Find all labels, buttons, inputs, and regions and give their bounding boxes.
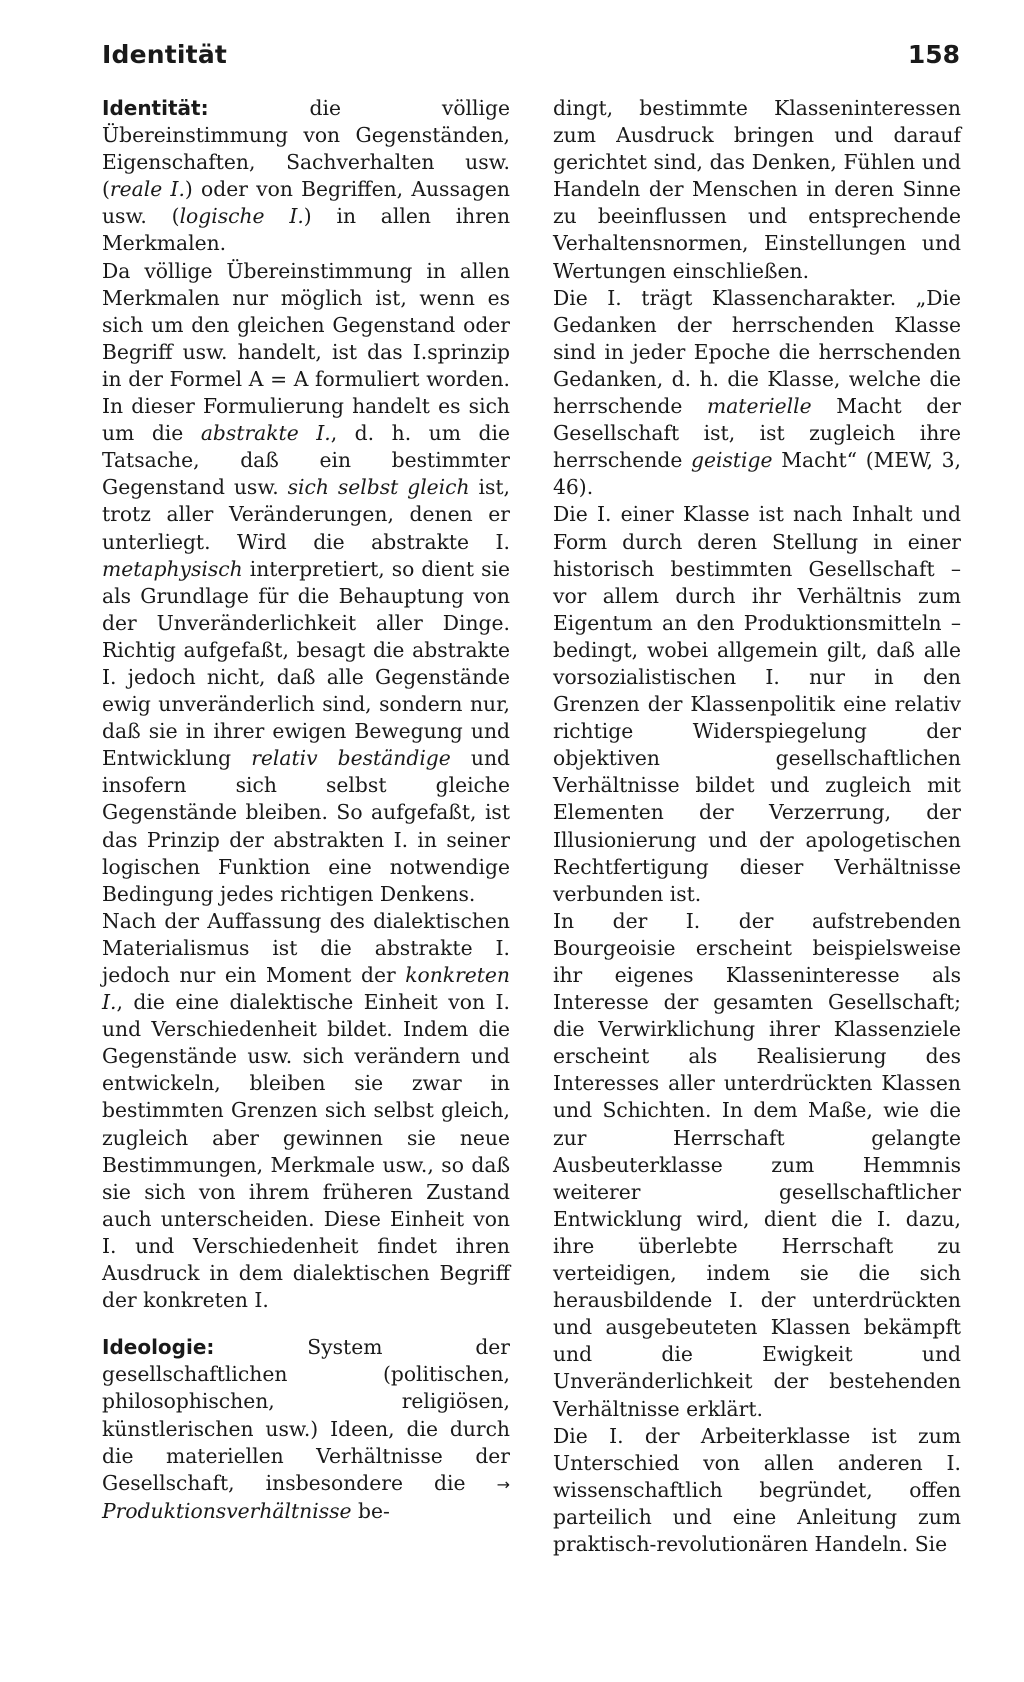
italic-term: reale I. bbox=[109, 177, 185, 202]
cross-reference-link[interactable]: Produktionsverhältnisse bbox=[102, 1498, 352, 1523]
text-run: Die I. der Arbeiterklasse ist zum Unterschied von allen anderen I. wissenschaftlich begründet, offen parteilich und eine Anleitung zum praktisch-revolutionären Handeln. Sie bbox=[553, 1423, 961, 1556]
text-run: System der gesellschaftlichen (politischen, philosophischen, religiösen, künstlerischen usw.) Ideen, die durch die materiellen Verhältnisse der Gesellschaft, insbesondere die bbox=[102, 1335, 510, 1495]
lemma-ideologie: Ideologie: bbox=[102, 1335, 215, 1360]
text-run: In der I. der aufstrebenden Bourgeoisie erscheint beispielsweise ihr eigenes Klasseninteresse als Interesse der gesamten Gesellschaft; die Verwirklichung ihrer Klassenziele erscheint als Realisierung des Interesses aller unterdrückten Klassen und Schichten. In dem Maße, wie die zur Herrschaft gelangte Ausbeuterklasse zum Hemmnis weiterer gesellschaftlicher Entwicklung wird, dient die I. dazu, ihre überlebte Herrschaft zu verteidigen, indem sie die sich herausbildende I. der unterdrückten und ausgebeuteten Klassen bekämpft und die Ewigkeit und Unveränderlichkeit der bestehenden Verhältnisse erklärt. bbox=[553, 908, 961, 1421]
text-run: , die eine dialektische Einheit von I. und Verschiedenheit bildet. Indem die Gegenstände usw. sich verändern und entwickeln, bleiben sie zwar in bestimmten Grenzen sich selbst gleich, zugleich aber gewinnen sie neue Bestimmungen, Merkmale usw., so daß sie sich von ihrem früheren Zustand auch unterscheiden. Diese Einheit von I. und Verschiedenheit findet ihren Ausdruck in dem dialektischen Begriff der konkreten I. bbox=[102, 990, 510, 1313]
paragraph-ideologie-continued bbox=[553, 95, 961, 285]
right-column bbox=[553, 95, 961, 1558]
italic-term: sich selbst gleich bbox=[287, 475, 470, 500]
text-run: Da völlige Übereinstimmung in allen Merkmalen nur möglich ist, wenn es sich um den gleichen Gegenstand oder Begriff usw. handelt, ist das I.sprinzip in der Formel A = A formuliert worden. In dieser Formulierung handelt es sich um die bbox=[102, 258, 510, 446]
text-run: interpretiert, so dient sie als Grundlage für die Behauptung von der Unveränderlichkeit aller Dinge. Richtig aufgefaßt, besagt die abstrakte I. jedoch nicht, daß alle Gegenstände ewig unveränderlich sind, sondern nur, daß sie in ihrer ewigen Bewegung und Entwicklung bbox=[102, 556, 510, 771]
text-run: Nach der Auffassung des dialektischen Materialismus ist die abstrakte I. jedoch nur ein Moment der bbox=[102, 908, 510, 987]
paragraph-arbeiterklasse bbox=[553, 1423, 961, 1558]
italic-term: logische I. bbox=[179, 204, 304, 229]
text-run: ) in allen ihren Merkmalen. bbox=[102, 204, 511, 256]
paragraph-klassencharakter bbox=[553, 285, 961, 502]
text-run: dingt, bestimmte Klasseninteressen zum Ausdruck bringen und darauf gerichtet sind, das Denken, Fühlen und Handeln der Menschen in deren Sinne zu beeinflussen und entsprechende Verhaltensnormen, Einstellungen und Wertungen einschließen. bbox=[553, 96, 961, 283]
entry-identitaet-definition bbox=[102, 95, 510, 258]
text-run: die völlige Übereinstimmung von Gegenständen, Eigenschaften, Sachverhalten usw. ( bbox=[102, 96, 510, 202]
paragraph-konkrete-identitaet bbox=[102, 908, 510, 1314]
left-column bbox=[102, 95, 510, 1525]
text-run: , d. h. um die Tatsache, daß ein bestimmter Gegenstand usw. bbox=[102, 421, 510, 500]
entry-ideologie-definition bbox=[102, 1334, 510, 1525]
running-head: Identität bbox=[102, 40, 228, 69]
italic-term: abstrakte I. bbox=[200, 421, 331, 446]
text-run: Macht der Gesellschaft ist, ist zugleich ihre herrschende bbox=[553, 394, 961, 473]
page-number: 158 bbox=[907, 40, 960, 69]
text-run: Die I. trägt Klassencharakter. „Die Gedanken der herrschenden Klasse sind in jeder Epoche die herrschenden Gedanken, d. h. die Klasse, welche die herrschende bbox=[553, 285, 961, 419]
paragraph-bourgeoisie bbox=[553, 908, 961, 1423]
italic-term: geistige bbox=[691, 448, 773, 473]
italic-term: metaphysisch bbox=[102, 556, 243, 581]
text-run: ist, trotz aller Veränderungen, denen er unterliegt. Wird die abstrakte I. bbox=[102, 475, 510, 554]
text-run: be- bbox=[351, 1498, 390, 1523]
italic-term: konkreten I. bbox=[102, 963, 510, 1015]
italic-term: materielle bbox=[706, 394, 812, 419]
text-run: Die I. einer Klasse ist nach Inhalt und Form durch deren Stellung in einer historisch bestimmten Gesellschaft – vor allem durch ihr Verhältnis zum Eigentum an den Produktionsmitteln – bedingt, wobei allgemein gilt, daß alle vorsozialistischen I. nur in den Grenzen der Klassenpolitik eine relativ richtige Widerspiegelung der objektiven gesellschaftlichen Verhältnisse bildet und zugleich mit Elementen der Verzerrung, der Illusionierung und der apologetischen Rechtfertigung dieser Verhältnisse verbunden ist. bbox=[553, 502, 961, 906]
lemma-identitaet: Identität: bbox=[102, 96, 209, 120]
paragraph-klassenstellung bbox=[553, 501, 961, 907]
text-run: und insofern sich selbst gleiche Gegenstände bleiben. So aufgefaßt, ist das Prinzip der abstrakten I. in seiner logischen Funktion eine notwendige Bedingung jedes richtigen Denkens. bbox=[102, 746, 510, 906]
text-run: Macht“ (MEW, 3, 46). bbox=[553, 448, 962, 500]
cross-reference-arrow-icon: → bbox=[496, 1474, 510, 1494]
text-run: ) oder von Begriffen, Aussagen usw. ( bbox=[102, 177, 510, 229]
paragraph-abstrakte-identitaet bbox=[102, 258, 510, 908]
italic-term: relativ beständige bbox=[251, 746, 451, 771]
